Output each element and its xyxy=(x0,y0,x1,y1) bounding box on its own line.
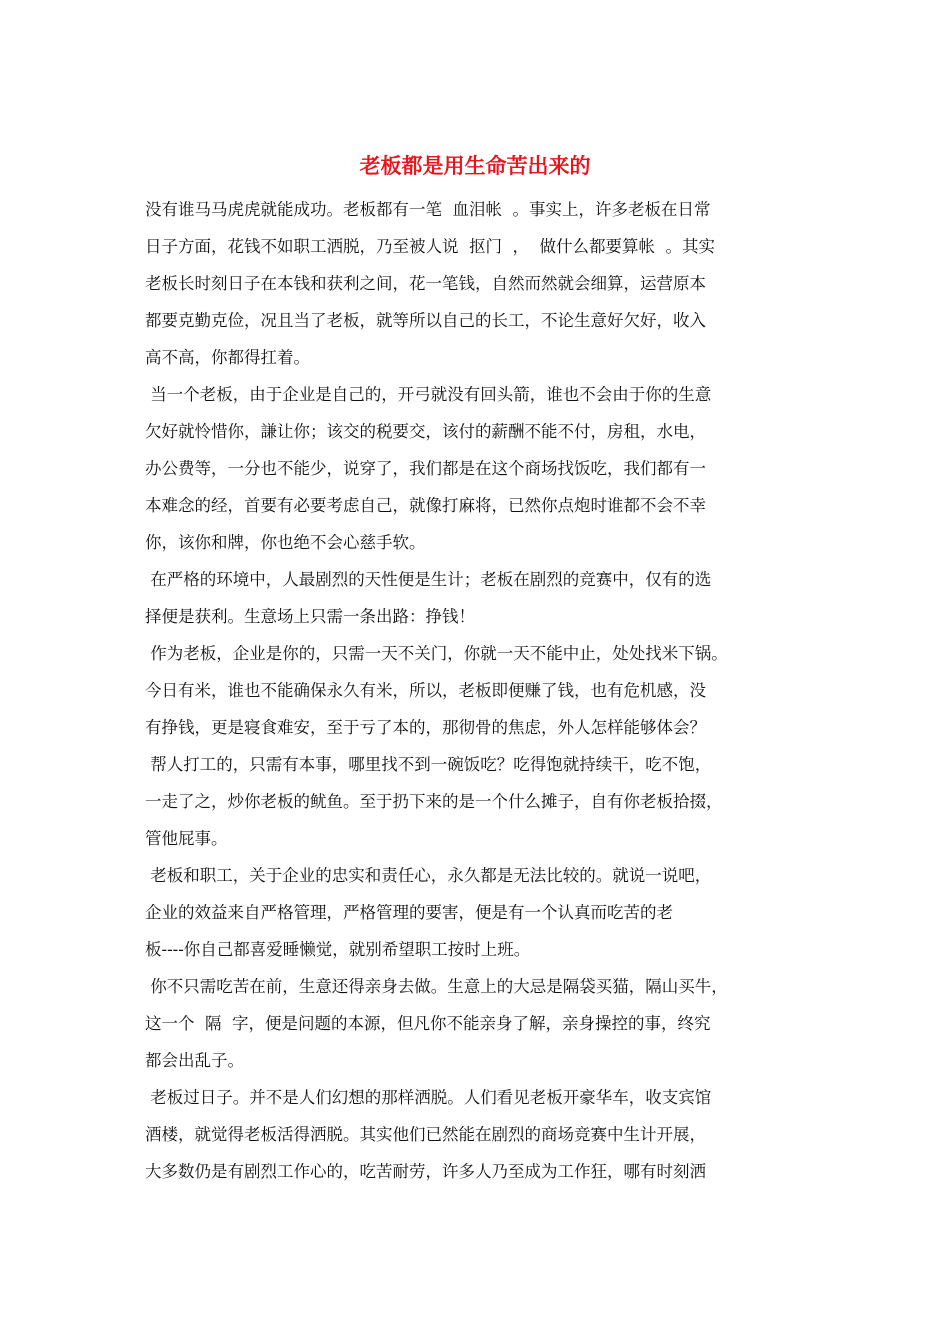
text-line: 在严格的环境中，人最剧烈的天性便是生计；老板在剧烈的竞赛中，仅有的选 xyxy=(145,570,712,589)
text-line: 当一个老板，由于企业是自己的，开弓就没有回头箭，谁也不会由于你的生意 xyxy=(145,385,712,404)
text-line: 企业的效益来自严格管理，严格管理的要害，便是有一个认真而吃苦的老 xyxy=(145,903,673,922)
text-line: 酒楼，就觉得老板活得洒脱。其实他们已然能在剧烈的商场竞赛中生计开展， xyxy=(145,1125,706,1144)
text-line: 这一个 隔 字，便是问题的本源，但凡你不能亲身了解，亲身操控的事，终究 xyxy=(145,1014,711,1033)
text-line: 日子方面，花钱不如职工洒脱，乃至被人说 抠门 ， 做什么都要算帐 。其实 xyxy=(145,237,715,256)
text-line: 择便是获利。生意场上只需一条出路：挣钱！ xyxy=(145,607,475,626)
text-line: 作为老板，企业是你的，只需一天不关门，你就一天不能中止，处处找米下锅。 xyxy=(145,644,728,663)
text-line: 你不只需吃苦在前，生意还得亲身去做。生意上的大忌是隔袋买猫，隔山买牛， xyxy=(145,977,728,996)
text-line: 本难念的经，首要有必要考虑自己，就像打麻将，已然你点炮时谁都不会不幸 xyxy=(145,496,706,515)
text-line: 老板和职工，关于企业的忠实和责任心，永久都是无法比较的。就说一说吧， xyxy=(145,866,712,885)
text-line: 大多数仍是有剧烈工作心的，吃苦耐劳，许多人乃至成为工作狂，哪有时刻洒 xyxy=(145,1162,706,1181)
text-line: 没有谁马马虎虎就能成功。老板都有一笔 血泪帐 。事实上，许多老板在日常 xyxy=(145,200,711,219)
text-line: 都会出乱子。 xyxy=(145,1051,244,1070)
text-line: 高不高，你都得扛着。 xyxy=(145,348,310,367)
text-line: 管他屁事。 xyxy=(145,829,228,848)
text-line: 板----你自己都喜爱睡懒觉，就别希望职工按时上班。 xyxy=(145,940,531,959)
text-line: 欠好就怜惜你，謙让你；该交的税要交，该付的薪酬不能不付，房租，水电， xyxy=(145,422,706,441)
text-line: 老板过日子。并不是人们幻想的那样洒脱。人们看见老板开豪华车，收支宾馆 xyxy=(145,1088,712,1107)
text-line: 办公费等，一分也不能少，说穿了，我们都是在这个商场找饭吃，我们都有一 xyxy=(145,459,706,478)
text-line: 今日有米，谁也不能确保永久有米，所以，老板即便赚了钱，也有危机感，没 xyxy=(145,681,706,700)
text-line: 一走了之，炒你老板的鱿鱼。至于扔下来的是一个什么摊子，自有你老板拾掇， xyxy=(145,792,723,811)
text-line: 都要克勤克俭，况且当了老板，就等所以自己的长工，不论生意好欠好，收入 xyxy=(145,311,706,330)
document-title: 老板都是用生命苦出来的 xyxy=(359,153,591,178)
text-line: 你，该你和牌，你也绝不会心慈手软。 xyxy=(145,533,426,552)
text-line: 老板长时刻日子在本钱和获利之间，花一笔钱，自然而然就会细算，运营原本 xyxy=(145,274,706,293)
text-line: 帮人打工的，只需有本事，哪里找不到一碗饭吃？吃得饱就持续干，吃不饱， xyxy=(145,755,712,774)
text-line: 有挣钱，更是寝食难安，至于亏了本的，那彻骨的焦虑，外人怎样能够体会？ xyxy=(145,718,706,737)
